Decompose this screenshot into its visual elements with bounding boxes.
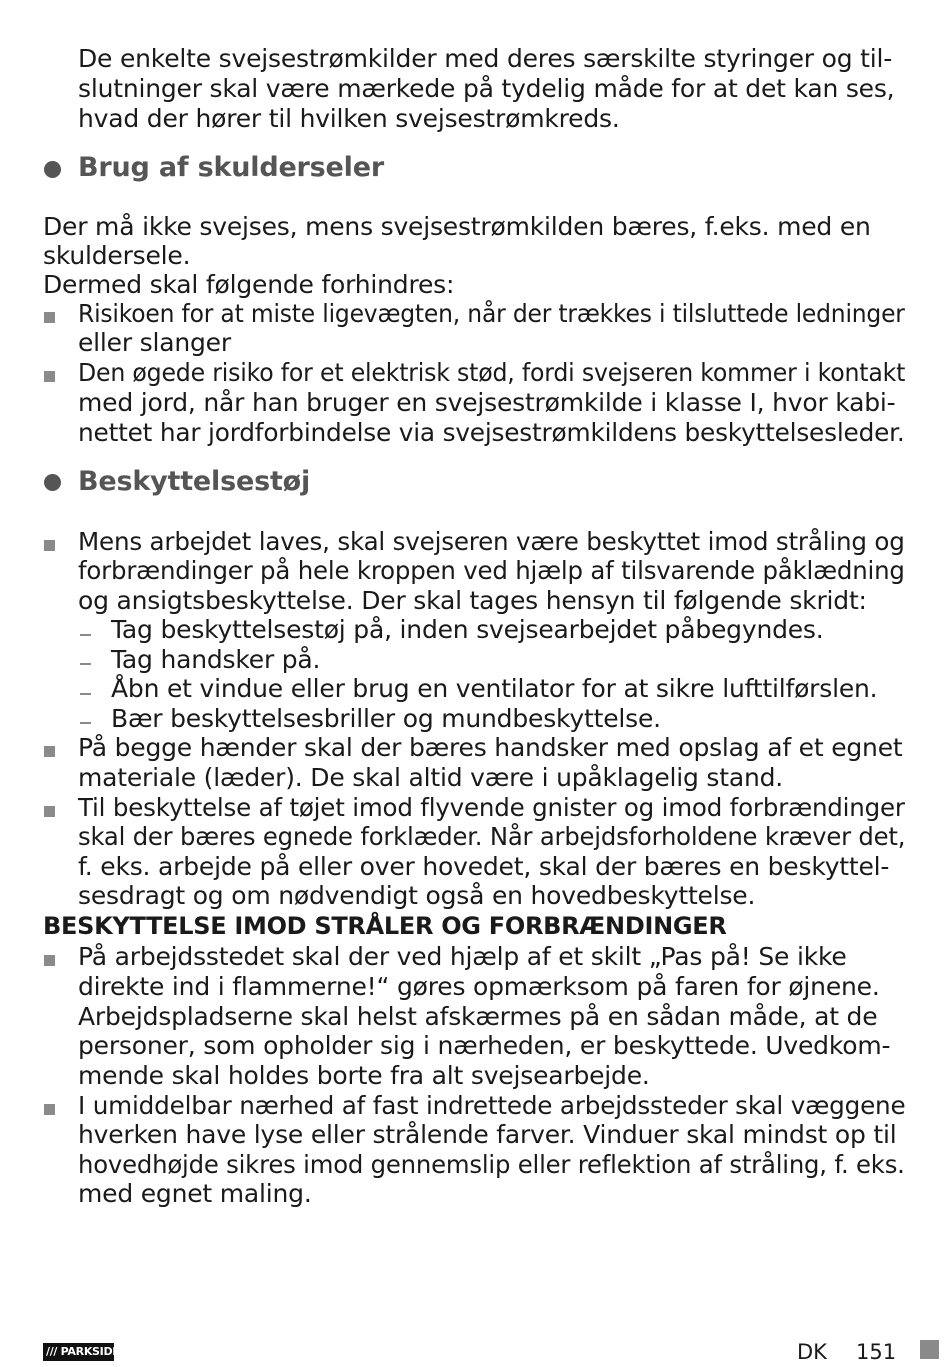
parkside-logo: /// PARKSIDE (43, 1343, 114, 1361)
section-heading-radiation-burns: BESKYTTELSE IMOD STRÅLER OG FORBRÆNDINGER (43, 912, 727, 940)
list-item-line: med jord, når han bruger en svejsestrømkilde i klasse I, hvor kabi- (78, 388, 896, 417)
step-item: Tag beskyttelsestøj på, inden svejsearbejdet påbegyndes. (111, 615, 824, 644)
list-item-line: Den øgede risiko for et elektrisk stød, fordi svejseren kommer i kontakt (78, 358, 906, 387)
square-bullet-icon (44, 955, 55, 966)
list-item-line: Mens arbejdet laves, skal svejseren være beskyttet imod stråling og (78, 527, 905, 556)
list-item-line: direkte ind i flammerne!“ gøres opmærksom på faren for øjnene. (78, 972, 880, 1001)
dash-bullet-icon (80, 722, 91, 724)
list-item-line: skal der bæres egnede forklæder. Når arbejdsforholdene kræver det, (78, 822, 906, 851)
list-item-line: mende skal holdes borte fra alt svejsearbejde. (78, 1061, 650, 1090)
dash-bullet-icon (80, 693, 91, 695)
list-item-line: med egnet maling. (78, 1179, 312, 1208)
square-bullet-icon (44, 540, 55, 551)
heading-bullet-icon (44, 161, 61, 178)
list-item-line: På begge hænder skal der bæres handsker med opslag af et egnet (78, 733, 903, 762)
section-heading-protective-clothing: Beskyttelsestøj (78, 466, 311, 497)
list-item-line: f. eks. arbejde på eller over hovedet, skal der bæres en beskyttel- (78, 852, 890, 881)
intro-line-2: slutninger skal være mærkede på tydelig måde for at det kan ses, (78, 74, 895, 103)
list-item-line: I umiddelbar nærhed af fast indrettede arbejdssteder skal væggene (78, 1091, 906, 1120)
page-marker-icon (920, 1340, 939, 1359)
square-bullet-icon (44, 371, 55, 382)
square-bullet-icon (44, 746, 55, 757)
dash-bullet-icon (80, 663, 91, 665)
paragraph-line: Der må ikke svejses, mens svejsestrømkilden bæres, f.eks. med en (43, 212, 871, 241)
list-item-line: På arbejdsstedet skal der ved hjælp af et skilt „Pas på! Se ikke (78, 942, 847, 971)
language-code: DK (797, 1340, 827, 1364)
step-item: Bær beskyttelsesbriller og mundbeskyttelse. (111, 704, 661, 733)
section-heading-shoulder-straps: Brug af skulderseler (78, 152, 384, 183)
square-bullet-icon (44, 312, 55, 323)
step-item: Åbn et vindue eller brug en ventilator for at sikre lufttilførslen. (111, 674, 878, 703)
list-item-line: hverken have lyse eller strålende farver. Vinduer skal mindst op til (78, 1120, 897, 1149)
list-item-line: Arbejdspladserne skal helst afskærmes på en sådan måde, at de (78, 1002, 878, 1031)
list-item-line: hovedhøjde sikres imod gennemslip eller reflektion af stråling, f. eks. (78, 1150, 905, 1179)
heading-bullet-icon (44, 474, 61, 491)
square-bullet-icon (44, 1104, 55, 1115)
paragraph-line: skuldersele. (43, 241, 191, 270)
list-item-line: sesdragt og om nødvendigt også en hovedbeskyttelse. (78, 881, 756, 910)
list-item-line: forbrændinger på hele kroppen ved hjælp af tilsvarende påklædning (78, 556, 905, 585)
list-item-line: materiale (læder). De skal altid være i upåklagelig stand. (78, 763, 784, 792)
page-number: 151 (856, 1340, 897, 1364)
list-item-line: Til beskyttelse af tøjet imod flyvende gnister og imod forbrændinger (78, 793, 905, 822)
dash-bullet-icon (80, 634, 91, 636)
list-item-line: og ansigtsbeskyttelse. Der skal tages hensyn til følgende skridt: (78, 586, 867, 615)
list-item-line: eller slanger (78, 328, 231, 357)
list-item-line: personer, som opholder sig i nærheden, er beskyttede. Uvedkom- (78, 1031, 891, 1060)
step-item: Tag handsker på. (111, 645, 321, 674)
list-item-line: nettet har jordforbindelse via svejsestrømkildens beskyttelsesleder. (78, 418, 905, 447)
intro-line-3: hvad der hører til hvilken svejsestrømkreds. (78, 104, 620, 133)
intro-line-1: De enkelte svejsestrømkilder med deres særskilte styringer og til- (78, 44, 893, 73)
paragraph-line: Dermed skal følgende forhindres: (43, 270, 455, 299)
square-bullet-icon (44, 806, 55, 817)
list-item-line: Risikoen for at miste ligevægten, når der trækkes i tilsluttede ledninger (78, 299, 905, 328)
